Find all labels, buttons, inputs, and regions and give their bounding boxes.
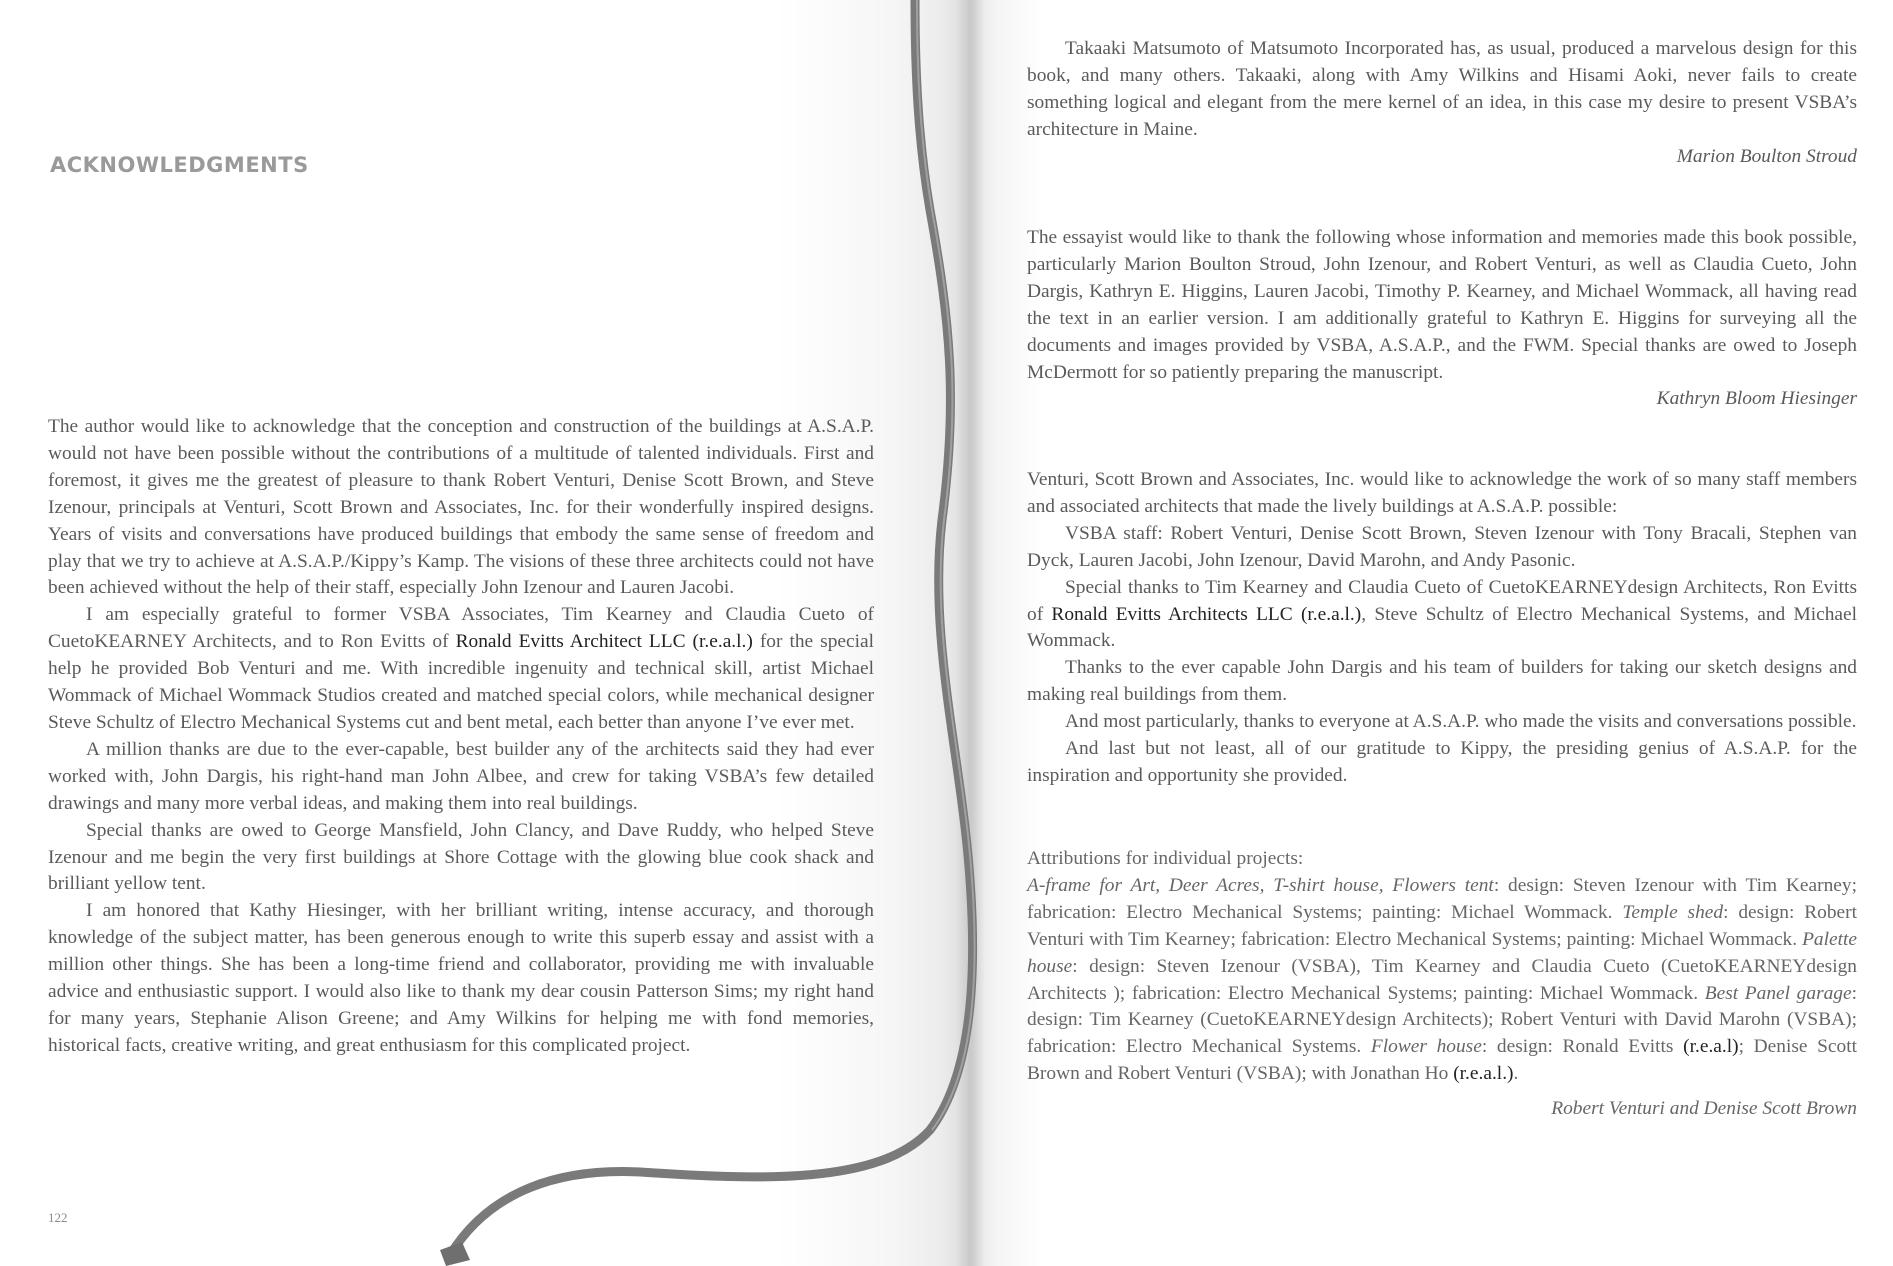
paragraph-text: for the special help he provided Bob Venturi and me. With incredible ingenuity and technical skill, artist Michael Wommack of Michael Wommack Studios created and matched special colors, while mechanical designer Steve Schultz of Electro Mechanical Systems cut and bent metal, each better than anyone I’ve ever met. [48,631,875,733]
paragraph-design-credit: Takaaki Matsumoto of Matsumoto Incorporated has, as usual, produced a marvelous design for this book, and many others. Takaaki, along with Amy Wilkins and Hisami Aoki, never fails to create something logical and elegant from the mere kernel of an idea, in this case my desire to present VSBA’s architecture in Maine. [1027,38,1857,140]
highlighted-firm-name: Ronald Evitts Architects LLC (r.e.a.l.) [1051,603,1362,625]
paragraph-vsba-intro: Venturi, Scott Brown and Associates, Inc. would like to acknowledge the work of so many staff members and associated architects that made the lively buildings at A.S.A.P. possible: [1027,469,1857,517]
paragraph-vsba-staff: VSBA staff: Robert Venturi, Denise Scott Brown, Steven Izenour with Tony Bracali, Stephen van Dyck, Lauren Jacobi, John Izenour, David Marohn, and Andy Pasonic. [1027,522,1857,571]
project-name: Best Panel garage [1704,982,1852,1004]
signature-venturi-scott-brown: Robert Venturi and Denise Scott Brown [1551,1098,1857,1120]
attribution-text: . [1513,1063,1519,1085]
attribution-text: : design: Steven Izenour (VSBA), Tim Kearney and Claudia Cueto (CuetoKEARNEYdesign Architects ); fabrication: Electro Mechanical Systems; painting: Michael Wommack. [1027,955,1857,1004]
attribution-text: : design: Robert Venturi with Tim Kearney; fabrication: Electro Mechanical Systems; painting: Michael Wommack. [1027,901,1857,950]
signature-hiesinger: Kathryn Bloom Hiesinger [1656,388,1857,410]
paragraph-honored: I am honored that Kathy Hiesinger, with her brilliant writing, intense accuracy, and thorough knowledge of the subject matter, has been generous enough to write this superb essay and assist with a million other things. She has been a long-time friend and collaborator, providing me with invaluable advice and enthusiastic support. I would also like to thank my dear cousin Patterson Sims; my right hand for many years, Stephanie Alison Greene; and Amy Wilkins for helping me with fond memories, historical facts, creative writing, and great enthusiasm for this complicated project. [48,900,874,1056]
attribution-text: : design: Tim Kearney (CuetoKEARNEYdesign Architects); Robert Venturi with David Marohn (VSBA); fabrication: Electro Mechanical Systems. [1027,982,1857,1058]
paragraph-text: , Steve Schultz of Electro Mechanical Systems, and Michael Wommack. [1027,603,1857,652]
project-name: Temple shed [1622,901,1724,923]
highlighted-firm-name: Ronald Evitts Architect LLC (r.e.a.l.) [455,631,753,653]
paragraph-author: The author would like to acknowledge that the conception and construction of the buildings at A.S.A.P. would not have been possible without the contributions of a multitude of talented individuals. First and foremost, it gives me the greatest of pleasure to thank Robert Venturi, Denise Scott Brown, and Steve Izenour, principals at Venturi, Scott Brown and Associates, Inc. for their wonderfully inspired designs. Years of visits and conversations have produced buildings that embody the same sense of freedom and play that we try to achieve at A.S.A.P./Kippy’s Kamp. The visions of these three architects could not have been achieved without the help of their staff, especially John Izenour and Lauren Jacobi. [48,416,874,599]
highlighted-firm-abbrev: (r.e.a.l) [1683,1036,1739,1058]
ribbon-highlight [917,0,975,1130]
ribbon-end [440,1242,470,1266]
paragraph-vsba-everyone: And most particularly, thanks to everyone at A.S.A.P. who made the visits and conversations possible. [1065,711,1857,733]
signature-stroud: Marion Boulton Stroud [1676,145,1857,167]
highlighted-firm-abbrev: (r.e.a.l.) [1453,1063,1514,1085]
ribbon-path [450,0,973,1255]
paragraph-text: Special thanks to Tim Kearney and Claudia Cueto of CuetoKEARNEYdesign Architects, Ron Evitts of [1027,576,1857,625]
attribution-text: ; Denise Scott Brown and Robert Venturi (VSBA); with Jonathan Ho [1027,1036,1857,1085]
attribution-text: : design: Ronald Evitts [1481,1036,1684,1058]
paragraph-special-thanks: Special thanks are owed to George Mansfield, John Clancy, and Dave Ruddy, who helped Steve Izenour and me begin the very first buildings at Shore Cottage with the glowing blue cook shack and brilliant yellow tent. [48,819,874,895]
attribution-text: : design: Steven Izenour with Tim Kearney; fabrication: Electro Mechanical Systems; painting: Michael Wommack. [1027,874,1857,923]
paragraph-vsba-dargis: Thanks to the ever capable John Dargis and his team of builders for taking our sketch designs and making real buildings from them. [1027,657,1857,706]
page-number: 122 [48,1210,68,1225]
paragraph-builder: A million thanks are due to the ever-capable, best builder any of the architects said they had ever worked with, John Dargis, his right-hand man John Albee, and crew for taking VSBA’s few detailed drawings and many more verbal ideas, and making them into real buildings. [48,738,874,814]
project-name: A-frame for Art, Deer Acres, T-shirt house, Flowers tent [1027,874,1494,896]
project-name: Palette house [1027,928,1857,977]
project-name: Flower house [1370,1036,1482,1058]
attributions-heading: Attributions for individual projects: [1027,848,1304,869]
paragraph-text: I am especially grateful to former VSBA Associates, Tim Kearney and Claudia Cueto of CuetoKEARNEY Architects, and to Ron Evitts of [48,604,874,653]
page-title: ACKNOWLEDGMENTS [50,153,309,177]
paragraph-essayist: The essayist would like to thank the following whose information and memories made this book possible, particularly Marion Boulton Stroud, John Izenour, and Robert Venturi, as well as Claudia Cueto, John Dargis, Kathryn E. Higgins, Lauren Jacobi, Timothy P. Kearney, and Michael Wommack, all having read the text in an earlier version. I am additionally grateful to Kathryn E. Higgins for surveying all the documents and images provided by VSBA, A.S.A.P., and the FWM. Special thanks are owed to Joseph McDermott for so patiently preparing the manuscript. [1027,227,1857,383]
paragraph-vsba-kippy: And last but not least, all of our gratitude to Kippy, the presiding genius of A.S.A.P. for the inspiration and opportunity she provided. [1027,738,1857,786]
